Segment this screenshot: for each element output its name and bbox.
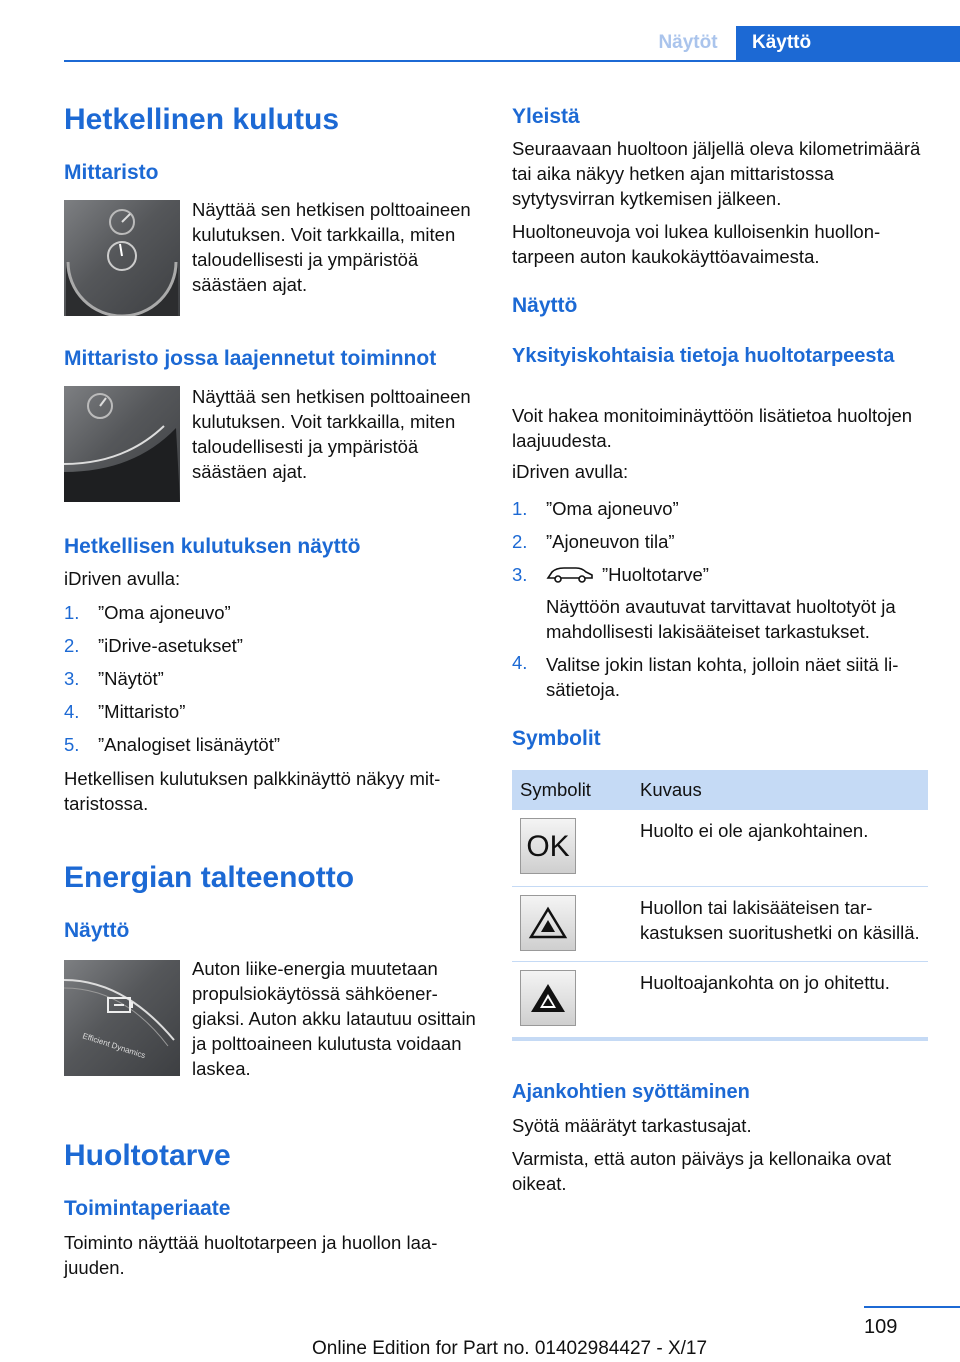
heading-energian-talteenotto: Energian talteenotto [64,861,355,894]
heading-hetkellinen-kulutus: Hetkellinen kulutus [64,103,340,136]
table-row [512,961,928,1039]
gauge-image-mittaristo [64,200,180,316]
gauge-label: Efficient Dynamics [81,1031,147,1061]
list-item [512,564,928,644]
symbol-cell [512,810,632,886]
heading-yleista: Yleistä [512,105,580,128]
tab-kaytto[interactable]: Käyttö [736,26,960,62]
edition-note: Online Edition for Part no. 01402984427 - X/17 [312,1338,708,1359]
text-idriven-avulla: iDriven avulla: [64,568,181,589]
step-number: 3. [512,564,528,585]
step-number: 2. [512,531,528,552]
gauge-image-energia [64,960,180,1076]
text-hakea: Voit hakea monitoiminäyttöön lisätietoa huoltojen laajuudesta. [512,405,913,451]
heading-naytto-right: Näyttö [512,294,578,317]
symbol-cell [512,961,632,1039]
text-idriven-avulla-right: iDriven avulla: [512,461,629,482]
text-energia: Auton liike-energia muutetaan propulsiokäytössä sähköenergiaksi. Auton akku latautuu osittain ja polttoaineen kulutusta voidaan laskea. [192,958,476,1079]
text-toimintaperiaate: Toiminto näyttää huoltotarpeen ja huollon laajuuden. [64,1232,438,1278]
text-syota: Syötä määrätyt tarkastusajat. [512,1115,752,1136]
heading-laajennetut-toiminnot: Mittaristo jossa laajennetut toiminnot [64,347,437,370]
step-number: 4. [512,652,528,674]
step-number: 1. [64,602,80,623]
column-header-kuvaus: Kuvaus [632,770,928,810]
description-cell: Huolto ei ole ajankohtainen. [632,810,928,886]
text-yleista-2: Huoltoneuvoja voi lukea kulloisenkin huollontarpeen auton kaukokäyttöavaimesta. [512,221,881,267]
list-item [64,600,476,625]
heading-naytto-energia: Näyttö [64,919,130,942]
step-number: 1. [512,498,528,519]
list-item [512,531,928,564]
list-item [64,699,476,724]
footer-rule [864,1306,960,1308]
heading-kulutuksen-naytto: Hetkellisen kulutuksen näyttö [64,535,361,558]
step3-note: Näyttöön avautuvat tarvittavat huoltotyöt ja mahdollisesti lakisääteiset tarkastukset. [546,596,896,643]
text-palkkinaytto: Hetkellisen kulutuksen palkkinäyttö näkyy mittaristossa. [64,768,441,814]
step-number: 3. [64,668,80,689]
step-number: 2. [64,635,80,656]
step-number: 4. [64,701,80,722]
column-header-symbolit: Symbolit [512,770,632,810]
table-row [512,810,928,886]
heading-toimintaperiaate: Toimintaperiaate [64,1197,231,1220]
header-rule [64,60,960,62]
step-number: 5. [64,734,80,755]
step-text: ”Huoltotarve” [602,564,709,585]
step-text: ”Näytöt” [98,668,164,689]
description-cell: Huollon tai lakisääteisen tarkastuksen suoritushetki on käsillä. [632,886,928,961]
description-cell: Huoltoajankohta on jo ohitettu. [632,961,928,1039]
ok-symbol-icon [520,818,576,874]
overdue-triangle-icon [520,970,576,1026]
list-item [512,652,928,702]
step-text: ”Oma ajoneuvo” [546,498,679,519]
symbols-table [512,770,928,1041]
car-icon [546,565,594,588]
text-mittaristo: Näyttää sen hetkisen polttoaineen kulutuksen. Voit tarkkailla, miten taloudellisesti ja ympäristöä säästäen ajat. [192,199,471,295]
tab-naytot[interactable]: Näytöt [658,32,718,53]
list-item [512,498,928,531]
table-row [512,886,928,961]
heading-symbolit: Symbolit [512,727,601,750]
text-varmista: Varmista, että auton päiväys ja kellonaika ovat oikeat. [512,1148,892,1194]
ok-symbol-text: OK [526,829,570,863]
step-text: ”Oma ajoneuvo” [98,602,231,623]
page-number: 109 [864,1316,898,1338]
list-item [64,633,476,658]
step-text: Valitse jokin listan kohta, jolloin näet siitä lisätietoja. [546,654,899,701]
heading-huoltotarve: Huoltotarve [64,1139,231,1172]
text-yleista-1: Seuraavaan huoltoon jäljellä oleva kilometrimäärä tai aika näkyy hetken ajan mittaristossa sytytysvirran kytkemisen jälkeen. [512,138,921,209]
heading-mittaristo: Mittaristo [64,161,159,184]
gauge-image-laajennettu [64,386,180,502]
table-header-row [512,770,928,810]
step-text: ”Analogiset lisänäytöt” [98,734,281,755]
steps-list-left [64,600,476,757]
step-text: ”Mittaristo” [98,701,186,722]
list-item [64,666,476,691]
text-laajennetut: Näyttää sen hetkisen polttoaineen kulutuksen. Voit tarkkailla, miten taloudellisesti ja ympäristöä säästäen ajat. [192,386,471,482]
symbol-cell [512,886,632,961]
step-text: ”iDrive-asetukset” [98,635,243,656]
step-text: ”Ajoneuvon tila” [546,531,675,552]
heading-ajankohtien-syottaminen: Ajankohtien syöttäminen [512,1081,750,1103]
list-item [64,732,476,757]
warning-triangle-icon [520,895,576,951]
heading-yksityiskohtaisia-tietoja: Yksityiskohtaisia tietoja huoltotarpeesta [512,345,895,367]
steps-list-right [512,498,928,702]
